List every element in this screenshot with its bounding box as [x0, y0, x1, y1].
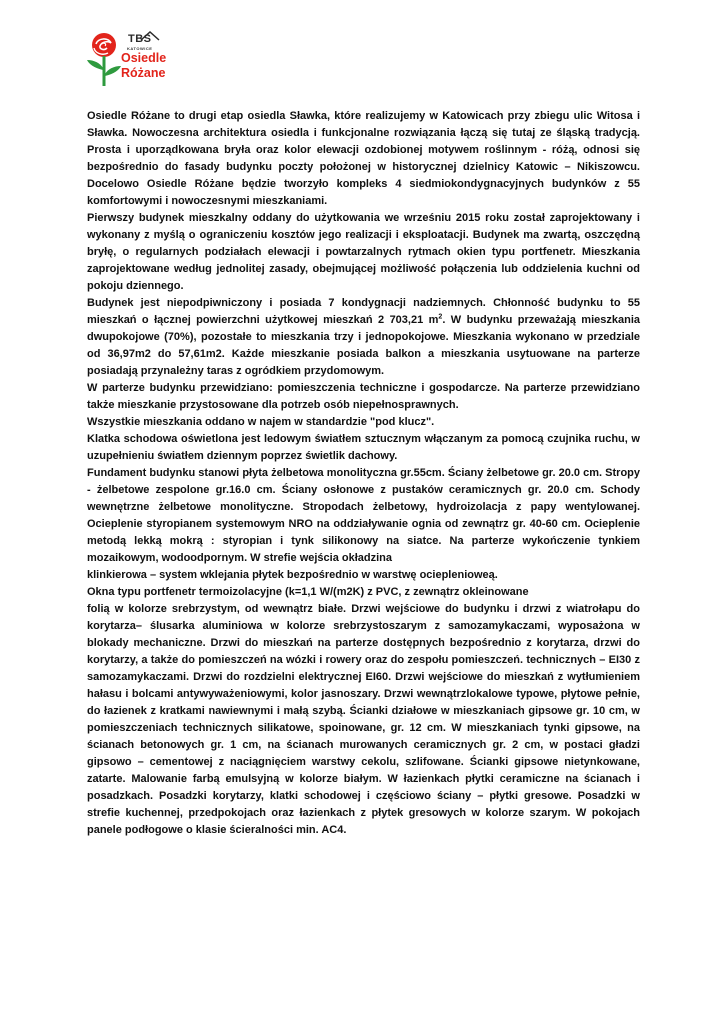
- paragraph-turnkey: Wszystkie mieszkania oddano w najem w standardzie "pod klucz".: [87, 416, 435, 428]
- paragraph-windows: Okna typu portfenetr termoizolacyjne (k=1,1 W/(m2K) z PVC, z zewnątrz okleinowane: [87, 586, 529, 598]
- paragraph-finishes: folią w kolorze srebrzystym, od wewnątrz białe. Drzwi wejściowe do budynku i drzwi z wiatrołapu do korytarza– ślusarka aluminiowa w kolorze srebrzystoszarym z samozamykaczami, wyposażona w blokady mechaniczne. Drzwi do mieszkań na parterze dostępnych bezpośrednio z korytarza, drzwi do korytarzy, a także do pomieszczeń na wózki i rowery oraz do zespołu pomieszczeń. technicznych – EI30 z samozamykaczami. Drzwi do rozdzielni elektrycznej EI60. Drzwi wejściowe do mieszkań z wytłumieniem hałasu i bolcami antywyważeniowymi, kolor jasnoszary. Drzwi wewnątrzlokalowe typowe, płytowe pełnie, do łazienek z kratkami nawiewnymi i małą szybą. Ścianki działowe w mieszkaniach gipsowe gr. 10 cm, w pomieszczeniach technicznych silikatowe, spoinowane, gr. 12 cm. W mieszkaniach tynki gipsowe, na ścianach betonowych gr. 1 cm, na ścianach murowanych ceramicznych gr. 2 cm, w postaci gładzi gipsowo – cementowej z naciągnięciem warstwy cekolu, szlifowane. Ścianki gipsowe nietynkowane, zatarte. Malowanie farbą emulsyjną w kolorze białym. W łazienkach płytki ceramiczne na ścianach i posadzkach. Posadzki korytarzy, klatki schodowej i częściowo ściany – płytki gresowe. Posadzki w strefie kuchennej, przedpokojach oraz łazienkach z płytek gresowych w kolorze szarym. W pokojach panele podłogowe o klasie ścieralności min. AC4.: [87, 603, 640, 836]
- paragraph-clinker: klinkierowa – system wklejania płytek bezpośrednio w warstwę ocieplenioweą.: [87, 569, 498, 581]
- paragraph-construction: Fundament budynku stanowi płyta żelbetowa monolityczna gr.55cm. Ściany żelbetowe gr. 20.0 cm. Stropy - żelbetowe zespolone gr.16.0 cm. Ściany osłonowe z pustaków ceramicznych gr. 20.0 cm. Schody wewnętrzne żelbetowe monolityczne. Stropodach żelbetowy, hydroizolacja z papy wentylowanej. Ocieplenie styropianem systemowym NRO na oddziaływanie ognia od zewnątrz gr. 40-60 cm. Ocieplenie metodą lekką mokrą : styropian i tynk silikonowy na siatce. Na parterze wykończenie tynkiem mozaikowym, wodoodpornym. W strefie wejścia okładzina: [87, 467, 640, 564]
- logo-name-line2: Różane: [121, 66, 166, 80]
- logo: [84, 32, 184, 88]
- logo-name-line1: Osiedle: [121, 51, 167, 65]
- paragraph-intro: Osiedle Różane to drugi etap osiedla Sławka, które realizujemy w Katowicach przy zbiegu ulic Witosa i Sławka. Nowoczesna architektura osiedla i funkcjonalne rozwiązania łączą się tutaj ze śląską tradycją. Prosta i uporządkowana bryła oraz kolor elewacji ozdobionej motywem roślinnym - różą, odnosi się bezpośrednio do fasady budynku poczty położonej w historycznej dzielnicy Katowic – Nikiszowcu. Docelowo Osiedle Różane będzie tworzyło kompleks 4 siedmiokondygnacyjnych budynków z 55 komfortowymi i nowoczesnymi mieszkaniami.: [87, 110, 640, 207]
- stats-text-a: Budynek jest niepodpiwniczony i posiada 7 kondygnacji nadziemnych. Chłonność budynku to 55 mieszkań o łącznej powierzchni użytkowej mieszkań 2 703,21 m: [87, 297, 640, 326]
- document-body: [87, 108, 640, 839]
- paragraph-ground-floor: W parterze budynku przewidziano: pomieszczenia techniczne i gospodarcze. Na parterze przewidziano także mieszkanie przystosowane dla potrzeb osób niepełnosprawnych.: [87, 382, 640, 411]
- rose-icon: [84, 32, 124, 88]
- area-unit-exponent: 2: [438, 313, 443, 321]
- stats-text-b: . W budynku przeważają mieszkania dwupokojowe (70%), pozostałe to mieszkania trzy i jednopokojowe. Mieszkania wykonano w przedziale od 36,97m2 do 57,61m2. Każde mieszkanie posiada balkon a mieszkania usytuowane na parterze posiadają przynależny taras z ogródkiem przydomowym.: [87, 314, 641, 377]
- paragraph-first-building: Pierwszy budynek mieszkalny oddany do użytkowania we wrześniu 2015 roku został zaprojektowany i wykonany z myślą o ograniczeniu kosztów jego realizacji i eksploatacji. Budynek ma zwartą, oszczędną bryłę, o regularnych podziałach elewacji i powtarzalnych rytmach okien typu portfenetr. Mieszkania zaprojektowane według jednolitej zasady, obejmującej możliwość połączenia lub oddzielenia kuchni od pokoju dziennego.: [87, 212, 640, 292]
- logo-brand: TBS: [128, 33, 152, 45]
- paragraph-building-stats: [87, 295, 640, 380]
- logo-city: KATOWICE: [127, 46, 153, 51]
- paragraph-staircase: Klatka schodowa oświetlona jest ledowym światłem sztucznym włączanym za pomocą czujnika ruchu, w uzupełnieniu światłem dziennym poprzez świetlik dachowy.: [87, 433, 640, 462]
